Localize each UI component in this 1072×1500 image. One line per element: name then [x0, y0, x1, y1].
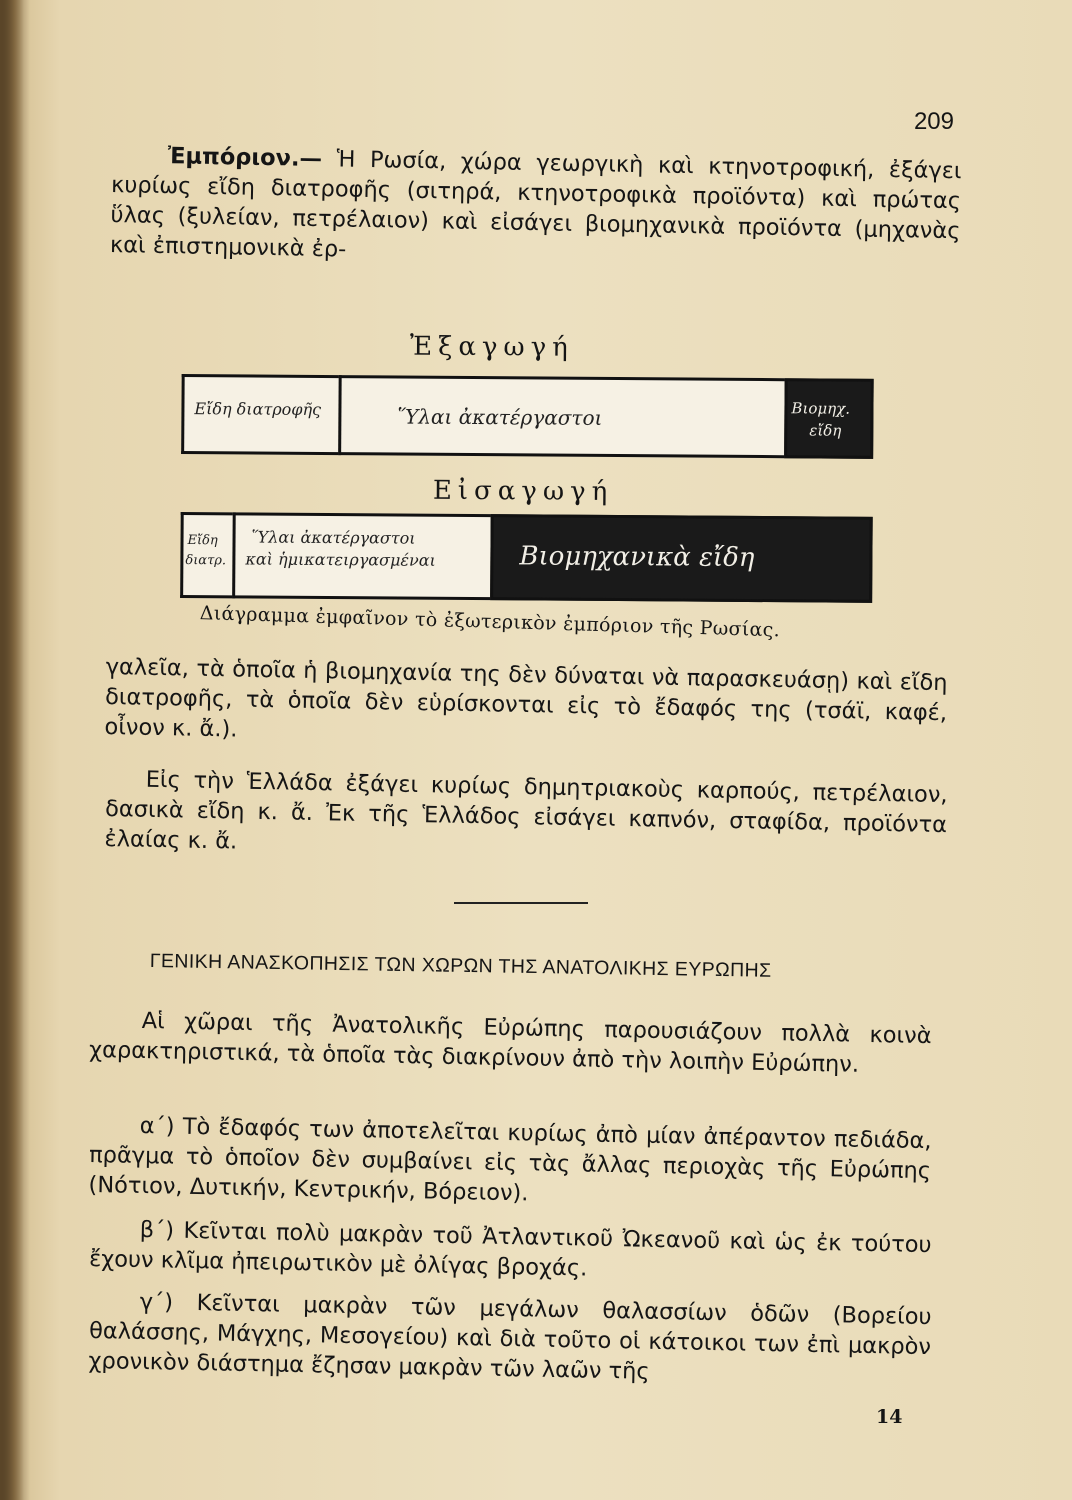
continuation-paragraph: γαλεῖα, τὰ ὁποῖα ἡ βιομηχανία της δὲν δύναται νὰ παρασκευάσῃ) καὶ εἴδη διατροφῆς, τὰ ὁποῖα δὲν εὑρίσκονται εἰς τὸ ἔδαφός της (τσάϊ, καφέ, οἶνον κ. ἄ.). — [104, 653, 948, 743]
import-raw-label-2: καὶ ἡμικατειργασμέναι — [245, 549, 436, 570]
export-bar — [181, 374, 874, 459]
import-food-label-1: Εἴδη — [187, 533, 218, 549]
import-raw-segment — [232, 512, 491, 600]
diagram-caption: Διάγραμμα ἐμφαῖνον τὸ ἐξωτερικὸν ἐμπόριον τῆς Ρωσίας. — [199, 602, 781, 642]
page-number: 209 — [913, 108, 954, 135]
import-title: Εἰσαγωγή — [432, 475, 614, 508]
import-bar — [180, 512, 873, 603]
binding-gutter — [0, 0, 30, 1500]
section-heading: ΓΕΝΙΚΗ ΑΝΑΣΚΟΠΗΣΙΣ ΤΩΝ ΧΩΡΩΝ ΤΗΣ ΑΝΑΤΟΛΙΚΗΣ ΕΥΡΩΠΗΣ — [149, 950, 772, 982]
intro-paragraph: Αἱ χῶραι τῆς Ἀνατολικῆς Εὐρώπης παρουσιάζουν πολλὰ κοινὰ χαρακτηριστικά, τὰ ὁποῖα τὰς διακρίνουν ἀπὸ τὴν λοιπὴν Εὐρώπην. — [88, 1007, 932, 1078]
point-b-paragraph: β΄) Κεῖνται πολὺ μακρὰν τοῦ Ἀτλαντικοῦ Ὠκεανοῦ καὶ ὡς ἐκ τούτου ἔχουν κλῖμα ἠπειρωτικὸν μὲ ὀλίγας βροχάς. — [88, 1216, 932, 1282]
export-industrial-segment — [784, 378, 874, 459]
point-a-paragraph: α΄) Τὸ ἔδαφός των ἀποτελεῖται κυρίως ἀπὸ μίαν ἀπέραντον πεδιάδα, πρᾶγμα τὸ ὁποῖον δὲν συμβαίνει εἰς τὰς ἄλλας περιοχὰς τῆς Εὐρώπης (Νότιον, Δυτικήν, Κεντρικήν, Βόρειον). — [88, 1112, 932, 1207]
export-raw-segment — [338, 375, 785, 458]
export-food-label: Εἴδη διατροφῆς — [194, 399, 322, 419]
import-industrial-segment — [490, 514, 873, 603]
export-raw-label: Ὕλαι ἀκατέργαστοι — [397, 404, 603, 430]
commerce-paragraph — [110, 140, 962, 276]
trade-diagram — [180, 330, 882, 655]
import-industrial-label: Βιομηχανικὰ εἴδη — [519, 541, 755, 574]
import-food-label-2: διατρ. — [185, 553, 227, 569]
point-c-paragraph: γ΄) Κεῖνται μακρὰν τῶν μεγάλων θαλασσίων ὁδῶν (Βορείου θαλάσσης, Μάγχης, Μεσογείου) καὶ διὰ τοῦτο οἱ κάτοικοι των ἐπὶ μακρὸν χρονικὸν διάστημα ἔζησαν μακρὰν τῶν λαῶν τῆς — [88, 1288, 932, 1385]
import-food-segment — [180, 512, 233, 598]
commerce-heading: Ἐμπόριον.— — [167, 143, 323, 173]
export-industrial-label-1: Βιομηχ. — [791, 399, 851, 418]
import-raw-label-1: Ὕλαι ἀκατέργαστοι — [251, 527, 416, 548]
export-food-segment — [181, 374, 339, 455]
greece-trade-paragraph: Εἰς τὴν Ἑλλάδα ἐξάγει κυρίως δημητριακοὺς καρπούς, πετρέλαιον, δασικὰ εἴδη κ. ἄ. Ἐκ τῆς Ἑλλάδος εἰσάγει καπνόν, σταφίδα, προϊόντα ἐλαίας κ. ἄ. — [104, 766, 948, 855]
signature-number: 14 — [876, 1406, 903, 1428]
section-divider — [454, 902, 588, 904]
commerce-text: Ἡ Ρωσία, χώρα γεωργικὴ καὶ κτηνοτροφική, ἐξάγει κυρίως εἴδη διατροφῆς (σιτηρά, κτηνοτροφικὰ προϊόντα) καὶ πρώτας ὕλας (ξυλείαν, πετρέλαιον) καὶ εἰσάγει βιομηχανικὰ προϊόντα (μηχανὰς καὶ ἐπιστημονικὰ ἐρ- — [109, 146, 962, 263]
export-industrial-label-2: εἴδη — [809, 421, 842, 440]
export-title: Ἐξαγωγή — [409, 331, 574, 363]
